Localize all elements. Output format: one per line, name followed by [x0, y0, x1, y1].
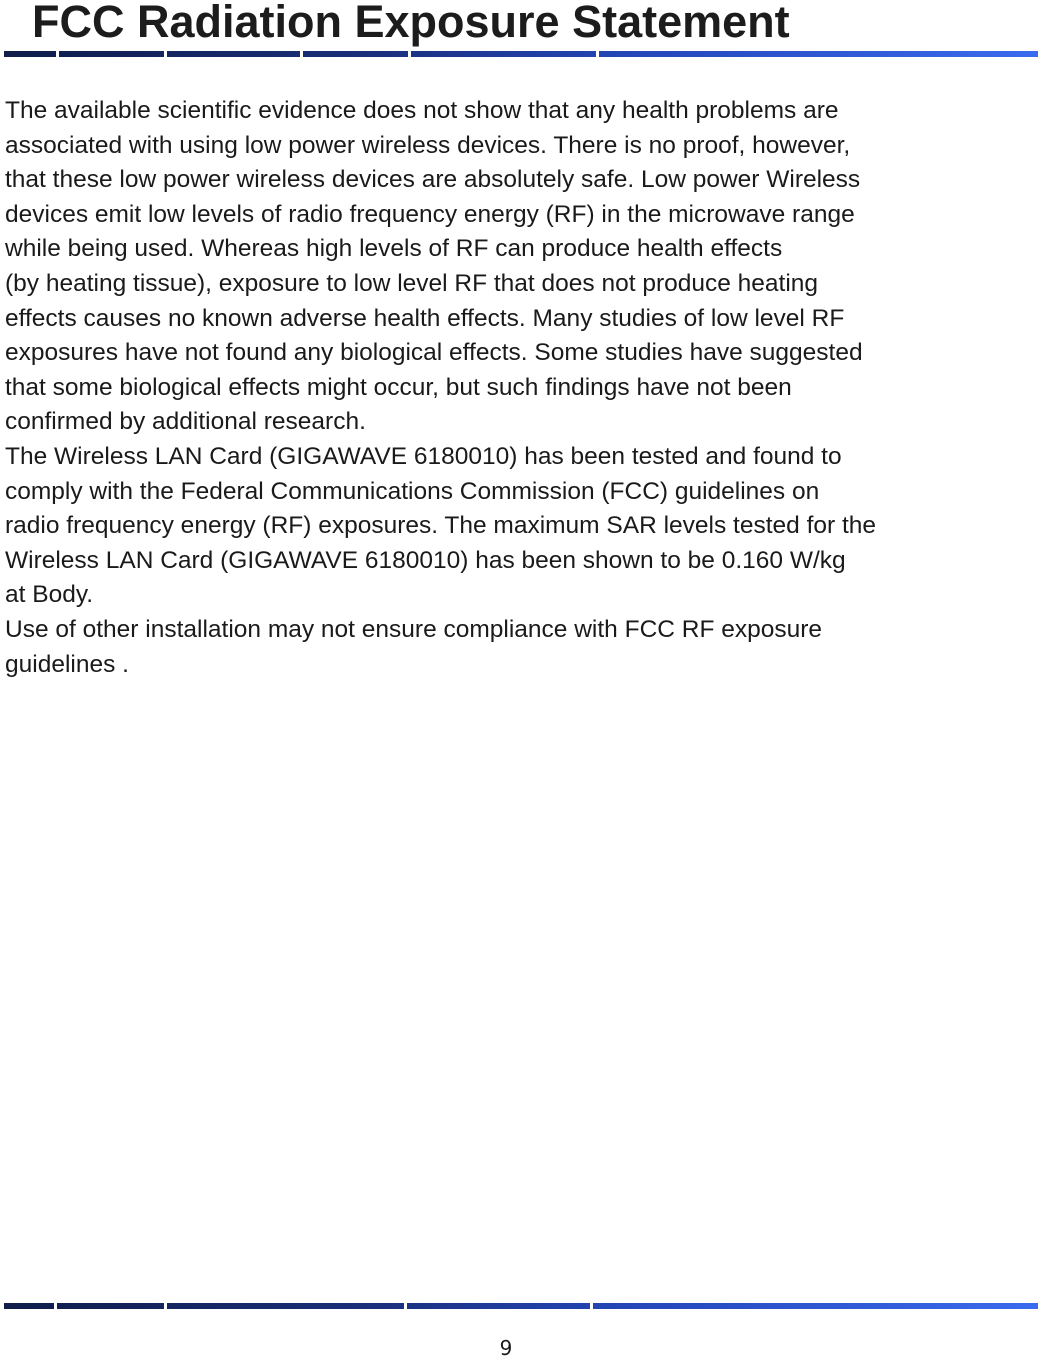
body-line: The available scientific evidence does not show that any health problems are: [5, 97, 839, 124]
page-title: FCC Radiation Exposure Statement: [32, 0, 790, 47]
body-line: associated with using low power wireless devices. There is no proof, however,: [5, 131, 851, 159]
body-line: that these low power wireless devices are absolutely safe. Low power Wireless: [5, 166, 861, 194]
body-line: radio frequency energy (RF) exposures. The maximum SAR levels tested for the: [5, 512, 877, 540]
body-line: Wireless LAN Card (GIGAWAVE 6180010) has been shown to be 0.160 W/kg: [5, 546, 846, 574]
body-line: while being used. Whereas high levels of RF can produce health effects: [5, 235, 783, 263]
body-line: exposures have not found any biological effects. Some studies have suggested: [5, 339, 863, 367]
body-line: comply with the Federal Communications Commission (FCC) guidelines on: [5, 477, 820, 505]
body-line: (by heating tissue), exposure to low level RF that does not produce heating: [5, 269, 819, 297]
body-line: Use of other installation may not ensure compliance with FCC RF exposure: [5, 615, 823, 643]
body-line: devices emit low levels of radio frequency energy (RF) in the microwave range: [5, 200, 855, 228]
body-line: confirmed by additional research.: [5, 408, 366, 436]
footer-rule: [4, 1303, 1038, 1309]
body-line: The Wireless LAN Card (GIGAWAVE 6180010) has been tested and found to: [5, 442, 842, 470]
body-line: effects causes no known adverse health effects. Many studies of low level RF: [5, 304, 845, 332]
header-rule: [4, 51, 1038, 57]
page-number: 9: [499, 1336, 513, 1360]
body-line: guidelines .: [5, 650, 129, 678]
body-line: that some biological effects might occur, but such findings have not been: [5, 373, 792, 401]
statement-body: [5, 94, 1039, 682]
body-line: at Body.: [5, 581, 94, 609]
